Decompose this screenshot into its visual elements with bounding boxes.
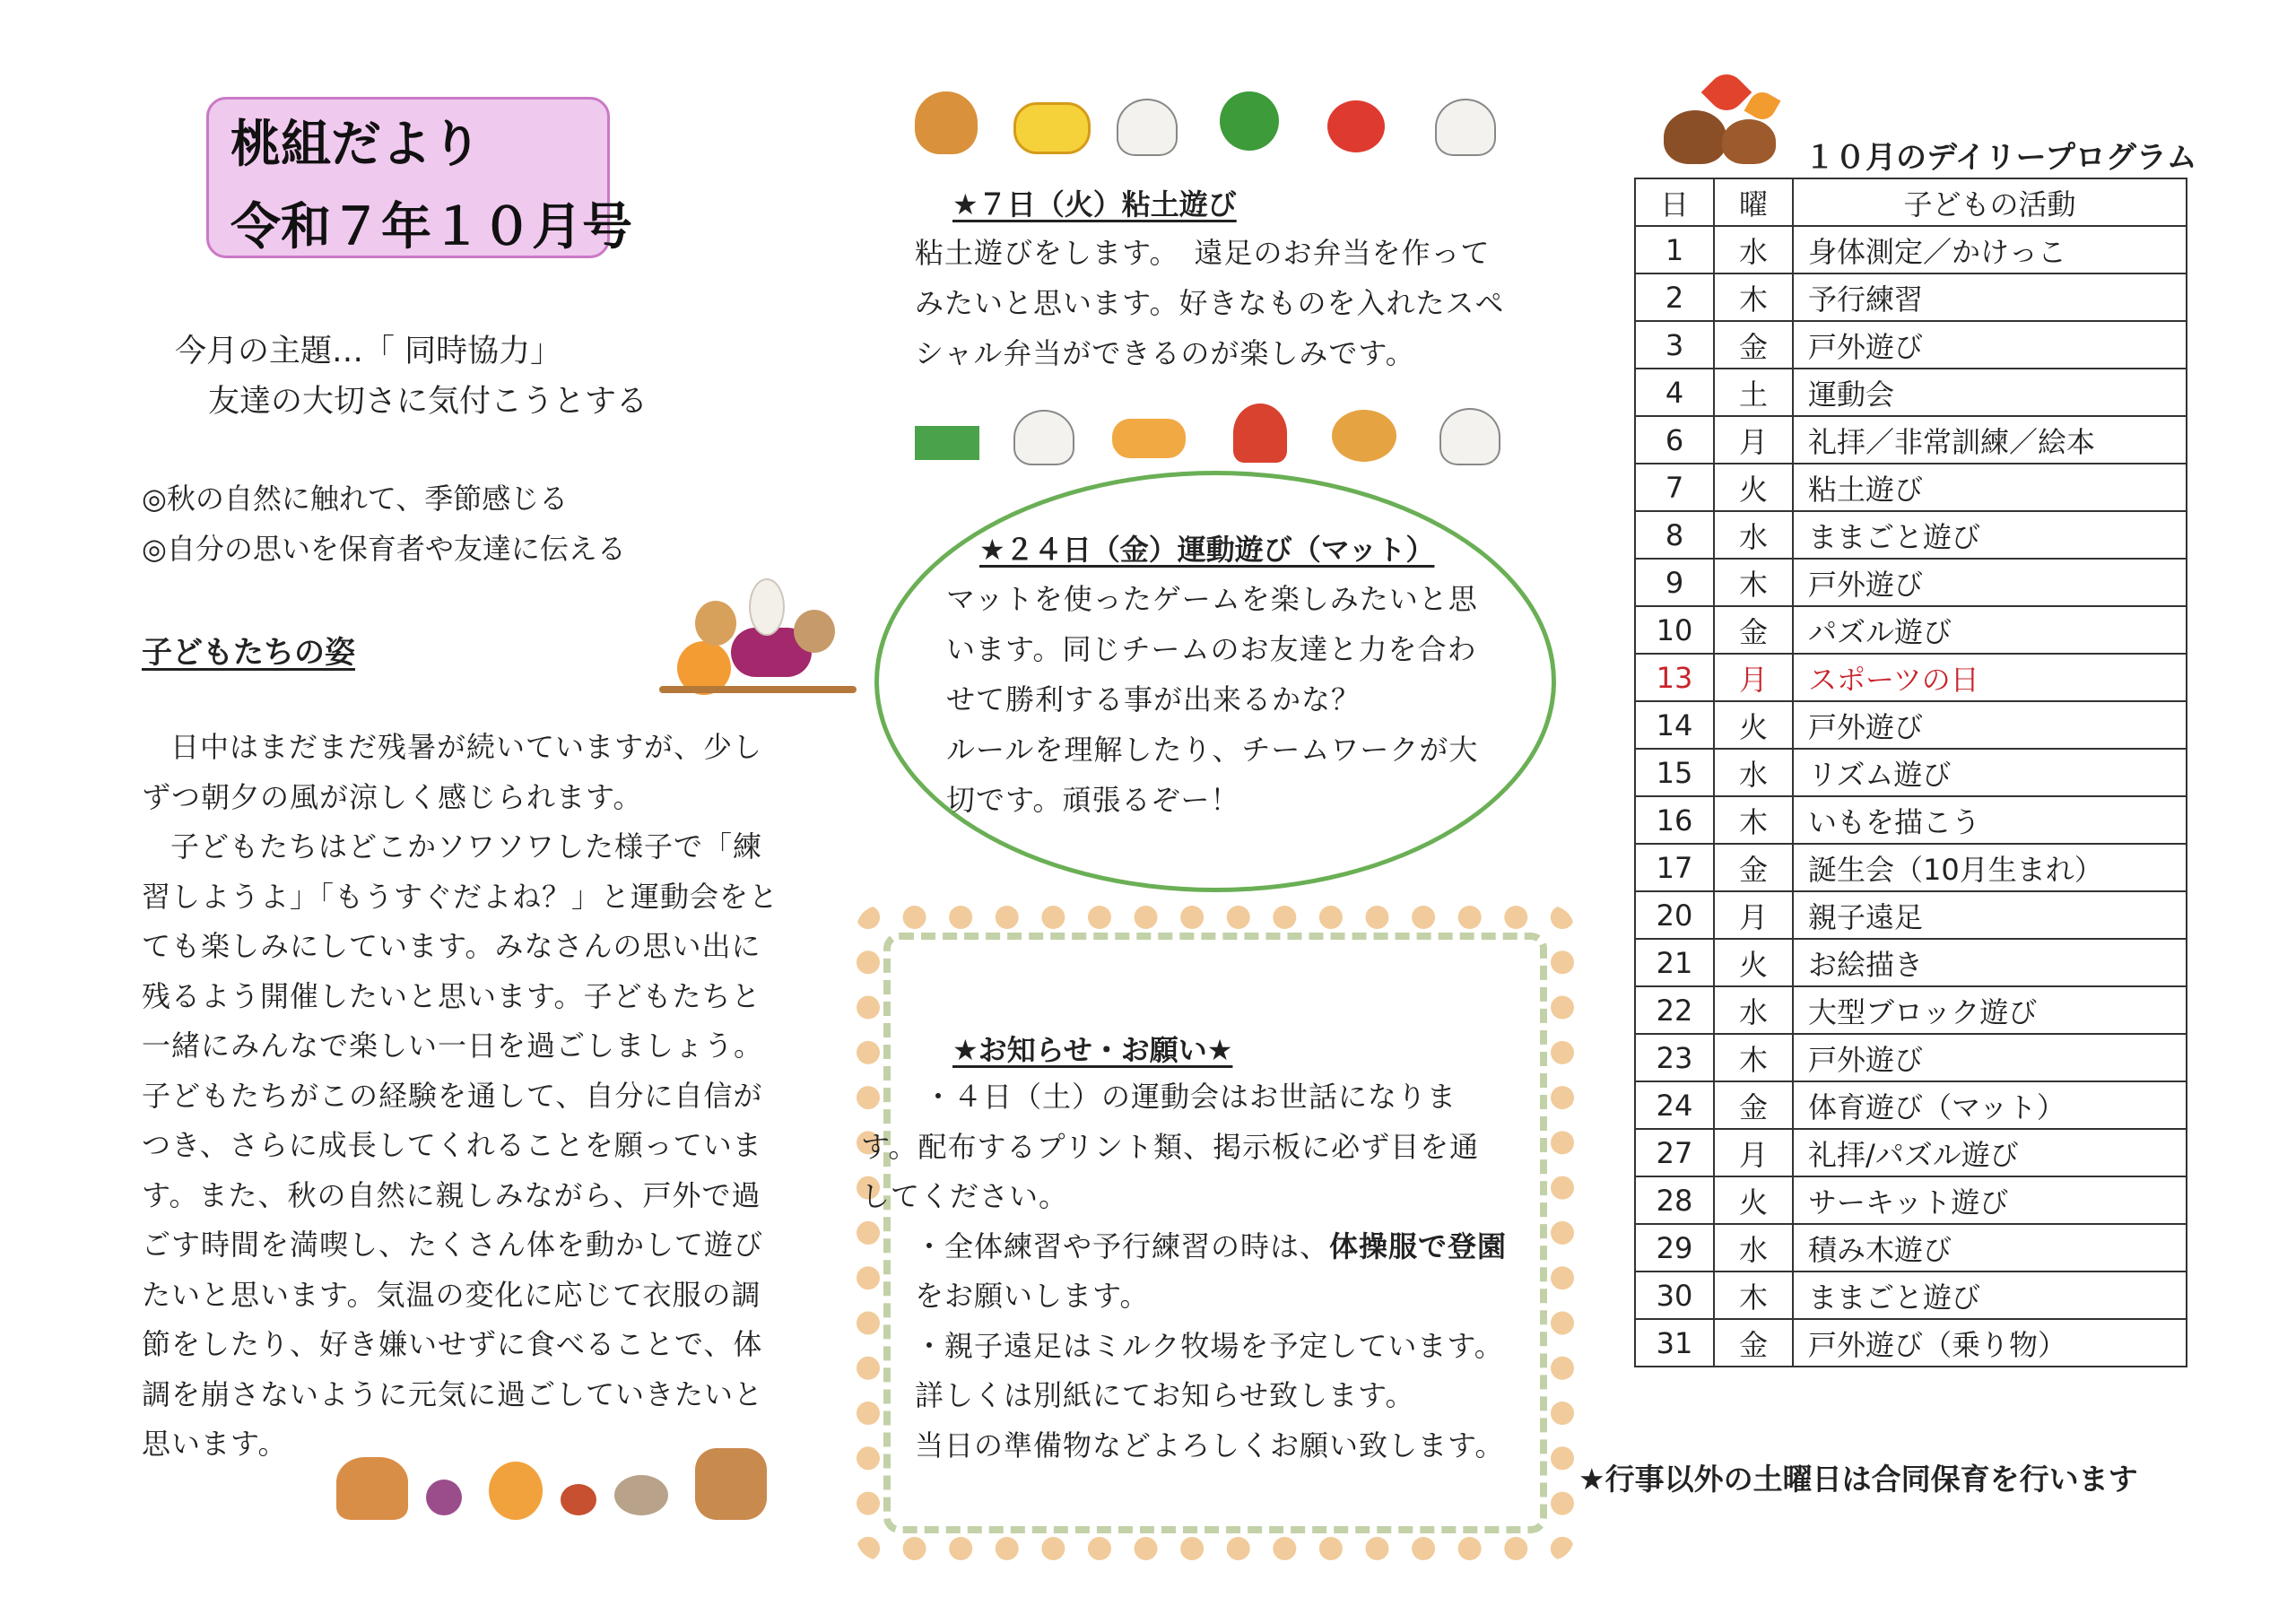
row-weekday: 木 <box>1714 1034 1793 1081</box>
row-day: 13 <box>1635 654 1714 701</box>
children-paragraph-1: 日中はまだまだ残暑が続いていますが、少しずつ朝夕の風が涼しく感じられます。 <box>142 730 763 814</box>
row-activity: 身体測定／かけっこ <box>1793 226 2187 273</box>
row-activity: 戸外遊び <box>1793 321 2187 369</box>
row-activity: 親子遠足 <box>1793 891 2187 939</box>
row-activity: リズム遊び <box>1793 749 2187 796</box>
row-day: 8 <box>1635 511 1714 559</box>
row-weekday: 月 <box>1714 891 1793 939</box>
daily-program-rows <box>1635 226 2187 1367</box>
row-day: 17 <box>1635 844 1714 891</box>
table-row <box>1635 321 2187 369</box>
notice-item-2-bold: 体操服で登園 <box>1329 1228 1508 1263</box>
table-row <box>1635 369 2187 416</box>
row-day: 28 <box>1635 1176 1714 1224</box>
row-activity: パズル遊び <box>1793 606 2187 654</box>
mat-line-5: 切です。頑張るぞー！ <box>946 783 1240 817</box>
row-activity: いもを描こう <box>1793 796 2187 844</box>
table-row <box>1635 1271 2187 1319</box>
row-day: 6 <box>1635 416 1714 464</box>
notice-item-2-pre: ・全体練習や予行練習の時は、 <box>915 1228 1330 1263</box>
row-weekday: 水 <box>1714 986 1793 1034</box>
notice-heading: ★お知らせ・お願い★ <box>952 1033 1233 1067</box>
row-weekday: 火 <box>1714 939 1793 986</box>
row-day: 22 <box>1635 986 1714 1034</box>
row-day: 30 <box>1635 1271 1714 1319</box>
newsletter-title: 桃組だより <box>230 116 482 174</box>
row-weekday: 月 <box>1714 416 1793 464</box>
table-row <box>1635 416 2187 464</box>
row-activity: 運動会 <box>1793 369 2187 416</box>
row-day: 24 <box>1635 1081 1714 1129</box>
mat-line-4: ルールを理解したり、チームワークが大 <box>946 733 1479 767</box>
row-activity: 積み木遊び <box>1793 1224 2187 1271</box>
table-row <box>1635 226 2187 273</box>
row-activity: 大型ブロック遊び <box>1793 986 2187 1034</box>
table-row <box>1635 749 2187 796</box>
row-day: 29 <box>1635 1224 1714 1271</box>
row-activity: サーキット遊び <box>1793 1176 2187 1224</box>
row-weekday: 水 <box>1714 1224 1793 1271</box>
notice-item-2 <box>861 1222 1543 1272</box>
row-weekday: 木 <box>1714 273 1793 321</box>
table-row <box>1635 464 2187 511</box>
row-day: 27 <box>1635 1129 1714 1176</box>
row-activity: 誕生会（10月生まれ） <box>1793 844 2187 891</box>
autumn-animals-illustration <box>659 560 865 713</box>
row-weekday: 木 <box>1714 796 1793 844</box>
table-row <box>1635 701 2187 749</box>
row-weekday: 水 <box>1714 226 1793 273</box>
row-weekday: 金 <box>1714 606 1793 654</box>
notice-item-1-line-1: ・４日（土）の運動会はお世話になりま <box>924 1080 1457 1114</box>
row-day: 7 <box>1635 464 1714 511</box>
row-weekday: 火 <box>1714 701 1793 749</box>
notice-item-2-post: をお願いします。 <box>915 1279 1150 1313</box>
row-day: 3 <box>1635 321 1714 369</box>
table-row <box>1635 1176 2187 1224</box>
mat-line-2: います。同じチームのお友達と力を合わ <box>946 632 1477 666</box>
row-weekday: 金 <box>1714 1319 1793 1367</box>
row-activity: 体育遊び（マット） <box>1793 1081 2187 1129</box>
row-weekday: 木 <box>1714 1271 1793 1319</box>
issue-label: 令和７年１０月号 <box>230 198 632 256</box>
row-day: 23 <box>1635 1034 1714 1081</box>
table-row <box>1635 1129 2187 1176</box>
table-row <box>1635 1319 2187 1367</box>
row-activity: お絵描き <box>1793 939 2187 986</box>
row-weekday: 月 <box>1714 654 1793 701</box>
children-heading: 子どもたちの姿 <box>142 635 355 671</box>
row-weekday: 水 <box>1714 749 1793 796</box>
row-activity: 戸外遊び <box>1793 701 2187 749</box>
row-weekday: 金 <box>1714 1081 1793 1129</box>
aim-1: ◎秋の自然に触れて、季節感じる <box>142 482 569 516</box>
table-row <box>1635 939 2187 986</box>
row-weekday: 金 <box>1714 844 1793 891</box>
row-day: 4 <box>1635 369 1714 416</box>
food-icons-row-2 <box>915 399 1507 471</box>
row-day: 15 <box>1635 749 1714 796</box>
row-day: 21 <box>1635 939 1714 986</box>
row-day: 2 <box>1635 273 1714 321</box>
mat-line-3: せて勝利する事が出来るかな？ <box>946 682 1361 716</box>
row-weekday: 月 <box>1714 1129 1793 1176</box>
row-activity: 礼拝／非常訓練／絵本 <box>1793 416 2187 464</box>
row-activity: 礼拝/パズル遊び <box>1793 1129 2187 1176</box>
food-icons-row-1 <box>915 82 1507 163</box>
row-activity: 粘土遊び <box>1793 464 2187 511</box>
row-weekday: 土 <box>1714 369 1793 416</box>
row-activity: 戸外遊び（乗り物） <box>1793 1319 2187 1367</box>
row-day: 14 <box>1635 701 1714 749</box>
notice-item-3-line-3: 当日の準備物などよろしくお願い致します。 <box>915 1428 1505 1462</box>
table-row <box>1635 796 2187 844</box>
notice-item-3-line-1: ・親子遠足はミルク牧場を予定しています。 <box>915 1328 1504 1363</box>
row-activity: ままごと遊び <box>1793 511 2187 559</box>
row-weekday: 火 <box>1714 464 1793 511</box>
table-row <box>1635 511 2187 559</box>
row-day: 20 <box>1635 891 1714 939</box>
mat-text <box>946 574 1520 825</box>
mat-line-1: マットを使ったゲームを楽しみたいと思 <box>946 582 1478 616</box>
table-header-row <box>1635 178 2187 226</box>
row-day: 1 <box>1635 226 1714 273</box>
table-row <box>1635 273 2187 321</box>
table-row <box>1635 1081 2187 1129</box>
row-weekday: 火 <box>1714 1176 1793 1224</box>
row-day: 9 <box>1635 559 1714 606</box>
header-day: 日 <box>1635 178 1714 226</box>
table-row <box>1635 654 2187 701</box>
row-activity: ままごと遊び <box>1793 1271 2187 1319</box>
program-title: １０月のデイリープログラム <box>1805 140 2197 176</box>
row-activity: 予行練習 <box>1793 273 2187 321</box>
children-paragraph-2: 子どもたちはどこかソワソワした様子で「練習しようよ」「もうすぐだよね？」と運動会をとても楽しみにしています。みなさんの思い出に残るよう開催したいと思います。子どもたちと一緒にみんなで楽しい一日を過ごしましょう。子どもたちがこの経験を通して、自分に自信がつき、さらに成長してくれることを願っています。また、秋の自然に親しみながら、戸外で過ごす時間を満喫し、たくさん体を動かして遊びたいと思います。気温の変化に応じて衣服の調節をしたり、好き嫌いせずに食べることで、体調を崩さないように元気に過ごしていきたいと思います。 <box>142 829 779 1461</box>
row-activity: スポーツの日 <box>1793 654 2187 701</box>
notice-item-1-line-2: す。配布するプリント類、掲示板に必ず目を通 <box>861 1129 1480 1164</box>
table-row <box>1635 606 2187 654</box>
row-activity: 戸外遊び <box>1793 1034 2187 1081</box>
row-weekday: 水 <box>1714 511 1793 559</box>
table-row <box>1635 559 2187 606</box>
row-weekday: 金 <box>1714 321 1793 369</box>
notice-item-3-line-2: 詳しくは別紙にてお知らせ致します。 <box>915 1378 1415 1412</box>
row-day: 31 <box>1635 1319 1714 1367</box>
header-activity: 子どもの活動 <box>1793 178 2187 226</box>
clay-heading: ★７日（火）粘土遊び <box>952 187 1237 221</box>
title-box <box>206 97 632 258</box>
theme-line-2: 友達の大切さに気付こうとする <box>208 384 648 420</box>
children-text <box>142 723 787 1470</box>
aim-2: ◎自分の思いを保育者や友達に伝える <box>142 532 626 566</box>
theme-line-1: 今月の主題…「 同時協力」 <box>175 334 562 369</box>
notice-item-1-line-3: してください。 <box>861 1179 1069 1213</box>
row-activity: 戸外遊び <box>1793 559 2187 606</box>
table-row <box>1635 891 2187 939</box>
program-footnote: ★行事以外の土曜日は合同保育を行います <box>1578 1462 2138 1497</box>
daily-program-table <box>1634 178 2187 1367</box>
table-row <box>1635 1034 2187 1081</box>
mat-heading: ★２４日（金）運動遊び（マット） <box>979 533 1435 567</box>
chestnut-illustration <box>1659 70 1803 169</box>
row-day: 10 <box>1635 606 1714 654</box>
table-row <box>1635 844 2187 891</box>
clay-text: 粘土遊びをします。 遠足のお弁当を作ってみたいと思います。好きなものを入れたスペシャル弁当ができるのが楽しみです。 <box>915 236 1505 370</box>
header-weekday: 曜 <box>1714 178 1793 226</box>
table-row <box>1635 1224 2187 1271</box>
row-weekday: 木 <box>1714 559 1793 606</box>
row-day: 16 <box>1635 796 1714 844</box>
notice-text <box>861 1072 1543 1471</box>
forest-animals-illustration <box>318 1430 794 1529</box>
table-row <box>1635 986 2187 1034</box>
